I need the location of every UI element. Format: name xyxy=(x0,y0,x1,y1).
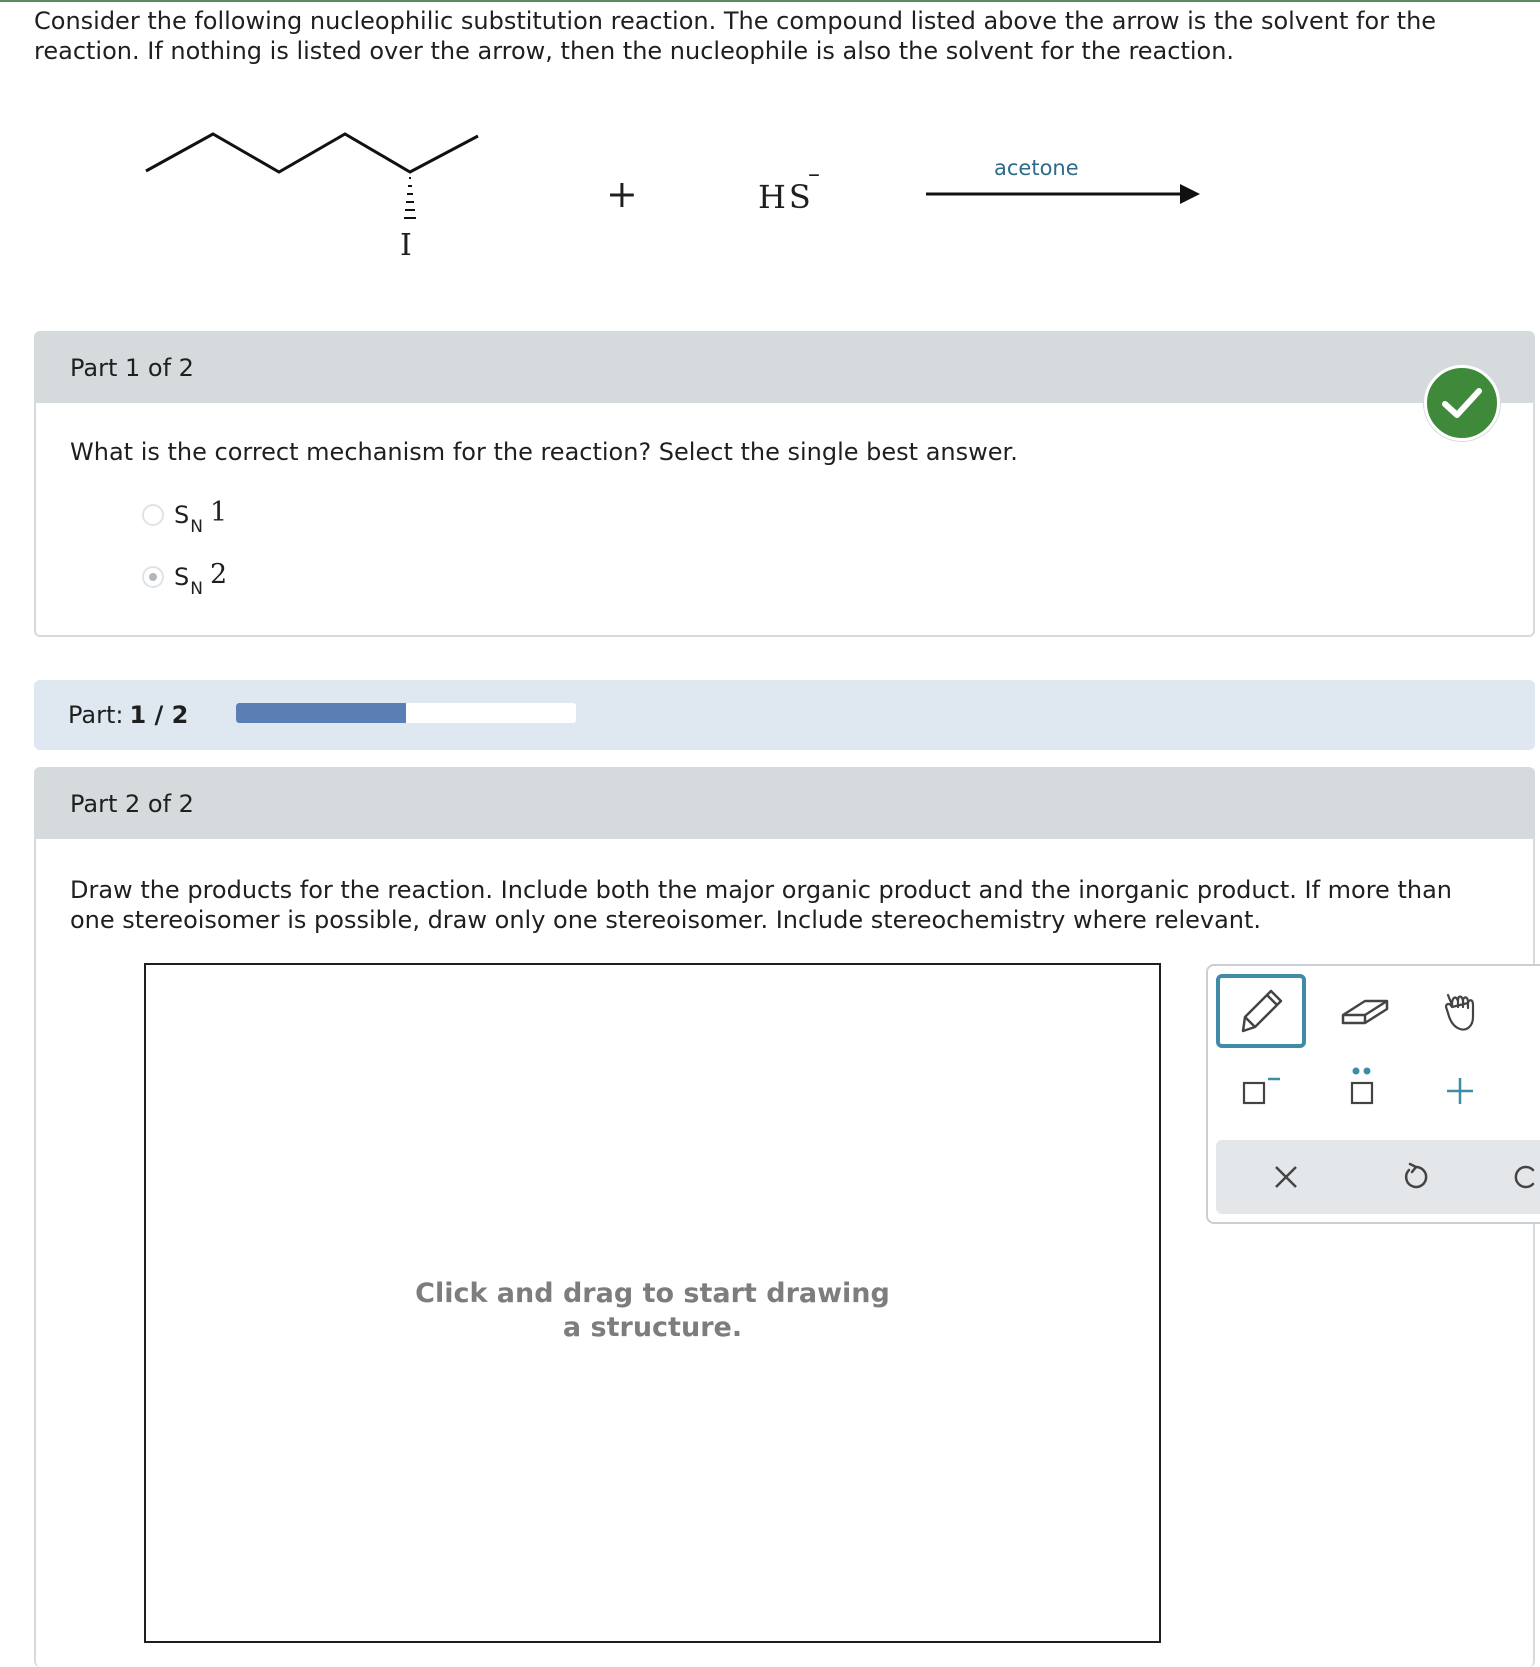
clear-button[interactable] xyxy=(1256,1150,1316,1204)
redo-button[interactable] xyxy=(1506,1150,1540,1204)
option-sn2-number: 2 xyxy=(209,558,228,590)
reaction-plus: + xyxy=(606,172,638,216)
pencil-icon xyxy=(1231,985,1291,1037)
correct-check-icon xyxy=(1424,365,1500,441)
drawing-canvas[interactable] xyxy=(144,963,1161,1643)
hand-tool-button[interactable] xyxy=(1420,974,1510,1048)
progress-value: 1 / 2 xyxy=(129,701,189,729)
reaction-scheme xyxy=(0,100,1540,290)
drawing-toolbox xyxy=(1206,964,1540,1224)
option-sn1[interactable] xyxy=(142,495,227,535)
option-sn2-subscript: N xyxy=(190,579,203,599)
canvas-hint-line1: Click and drag to start drawing xyxy=(415,1278,890,1309)
progress-label xyxy=(68,700,188,730)
part1-question: What is the correct mechanism for the reaction? Select the single best answer. xyxy=(70,438,1018,466)
progress-label-text: Part: xyxy=(68,701,124,729)
undo-icon xyxy=(1400,1161,1432,1193)
negative-charge-button[interactable] xyxy=(1230,1066,1290,1116)
lone-pair-icon xyxy=(1342,1065,1382,1111)
part1-panel xyxy=(34,331,1535,637)
plus-icon xyxy=(1443,1074,1477,1108)
nucleophile-charge: – xyxy=(808,160,820,188)
solvent-label: acetone xyxy=(994,156,1079,180)
option-sn1-s: S xyxy=(174,501,190,529)
canvas-hint xyxy=(146,1277,1159,1345)
nucleophile-label: HS xyxy=(758,178,814,216)
top-divider xyxy=(0,0,1540,2)
radio-sn2-selected[interactable] xyxy=(142,566,164,588)
option-sn2-s: S xyxy=(174,563,190,591)
redo-icon xyxy=(1511,1161,1540,1193)
part2-question: Draw the products for the reaction. Include both the major organic product and the inorganic product. If more than one stereoisomer is possible, draw only one stereoisomer. Include stereochemistry where relevant. xyxy=(70,876,1452,934)
canvas-hint-line2: a structure. xyxy=(562,1312,743,1343)
substrate-structure xyxy=(0,100,500,270)
eraser-tool-button[interactable] xyxy=(1320,974,1410,1048)
toolbox-actions-row xyxy=(1216,1140,1540,1214)
carbon-chain-bond xyxy=(146,134,478,172)
iodine-label: I xyxy=(400,228,412,263)
negative-charge-icon xyxy=(1238,1071,1282,1111)
part1-header: Part 1 of 2 xyxy=(36,333,1533,403)
lone-pair-button[interactable] xyxy=(1332,1060,1392,1116)
part2-panel xyxy=(34,767,1535,1667)
progress-fill xyxy=(236,703,406,723)
part-progress xyxy=(34,680,1535,750)
eraser-icon xyxy=(1337,989,1393,1033)
clear-icon xyxy=(1271,1162,1301,1192)
progress-track xyxy=(236,703,576,723)
option-sn2[interactable] xyxy=(142,557,227,597)
problem-intro: Consider the following nucleophilic substitution reaction. The compound listed above the arrow is the solvent for the reaction. If nothing is listed over the arrow, then the nucleophile is also the solvent for the reaction. xyxy=(34,7,1437,65)
pencil-tool-button[interactable] xyxy=(1216,974,1306,1048)
radio-sn1[interactable] xyxy=(142,504,164,526)
add-plus-button[interactable] xyxy=(1430,1066,1490,1116)
undo-button[interactable] xyxy=(1386,1150,1446,1204)
part2-header: Part 2 of 2 xyxy=(36,769,1533,839)
reaction-arrow xyxy=(924,182,1204,212)
hand-icon xyxy=(1442,987,1488,1035)
hashed-wedge-bond xyxy=(404,178,416,218)
option-sn1-number: 1 xyxy=(209,496,228,528)
option-sn1-subscript: N xyxy=(190,517,203,537)
